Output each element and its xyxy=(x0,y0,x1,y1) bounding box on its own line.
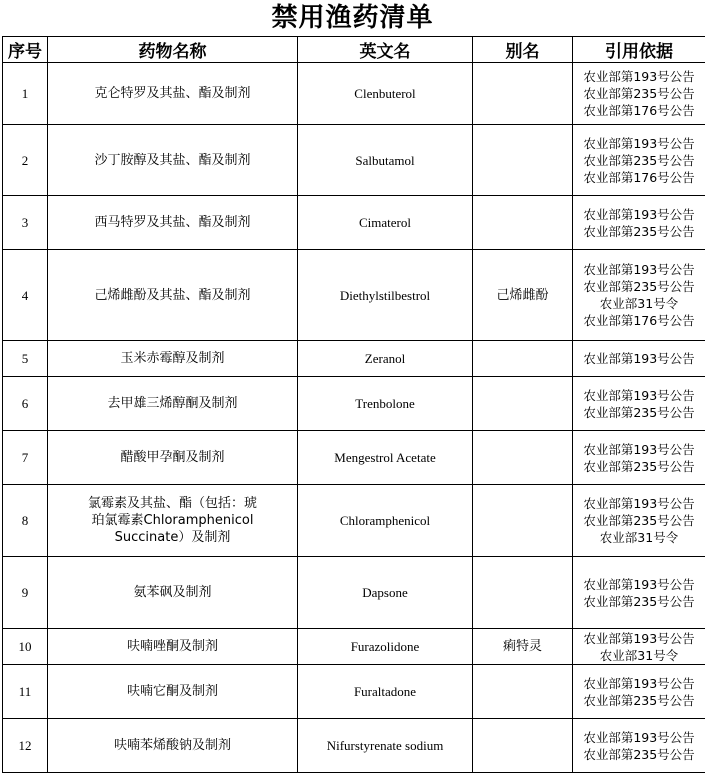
reference-line: 农业部第235号公告 xyxy=(573,223,705,240)
reference xyxy=(573,125,705,196)
reference-line: 农业部第235号公告 xyxy=(573,746,705,763)
table-row xyxy=(3,377,705,431)
reference xyxy=(573,341,705,377)
drug-name: 玉米赤霉醇及制剂 xyxy=(48,341,298,377)
drug-name: 去甲雄三烯醇酮及制剂 xyxy=(48,377,298,431)
reference-line: 农业部第176号公告 xyxy=(573,312,705,329)
alias xyxy=(473,63,573,125)
reference xyxy=(573,377,705,431)
drug-name: 西马特罗及其盐、酯及制剂 xyxy=(48,196,298,250)
row-index: 5 xyxy=(3,341,48,377)
drug-name xyxy=(48,485,298,557)
alias: 痢特灵 xyxy=(473,629,573,665)
reference-line: 农业部第193号公告 xyxy=(573,206,705,223)
drug-name: 呋喃苯烯酸钠及制剂 xyxy=(48,719,298,773)
english-name: Furaltadone xyxy=(298,665,473,719)
drug-name-line: 氯霉素及其盐、酯（包括：琥 xyxy=(48,495,297,512)
table-row xyxy=(3,341,705,377)
alias xyxy=(473,719,573,773)
reference xyxy=(573,196,705,250)
reference-line: 农业部31号令 xyxy=(573,647,705,664)
reference-line: 农业部第193号公告 xyxy=(573,387,705,404)
row-index: 6 xyxy=(3,377,48,431)
alias xyxy=(473,431,573,485)
reference-line: 农业部第193号公告 xyxy=(573,495,705,512)
english-name: Zeranol xyxy=(298,341,473,377)
reference xyxy=(573,557,705,629)
reference-line: 农业部第193号公告 xyxy=(573,729,705,746)
table-row xyxy=(3,485,705,557)
reference-line: 农业部第193号公告 xyxy=(573,261,705,278)
row-index: 8 xyxy=(3,485,48,557)
drug-name: 呋喃它酮及制剂 xyxy=(48,665,298,719)
reference xyxy=(573,719,705,773)
english-name: Clenbuterol xyxy=(298,63,473,125)
alias xyxy=(473,485,573,557)
alias xyxy=(473,125,573,196)
drug-name: 己烯雌酚及其盐、酯及制剂 xyxy=(48,250,298,341)
reference-line: 农业部第176号公告 xyxy=(573,102,705,119)
table-row xyxy=(3,250,705,341)
row-index: 10 xyxy=(3,629,48,665)
reference-line: 农业部第193号公告 xyxy=(573,630,705,647)
drug-name: 克仑特罗及其盐、酯及制剂 xyxy=(48,63,298,125)
reference xyxy=(573,629,705,665)
reference-line: 农业部31号令 xyxy=(573,529,705,546)
alias xyxy=(473,377,573,431)
reference-line: 农业部第193号公告 xyxy=(573,350,705,367)
table-row xyxy=(3,629,705,665)
reference-line: 农业部第176号公告 xyxy=(573,169,705,186)
drug-name: 呋喃唑酮及制剂 xyxy=(48,629,298,665)
english-name: Dapsone xyxy=(298,557,473,629)
table-row xyxy=(3,125,705,196)
reference-line: 农业部第235号公告 xyxy=(573,458,705,475)
reference xyxy=(573,431,705,485)
drug-name: 沙丁胺醇及其盐、酯及制剂 xyxy=(48,125,298,196)
reference-line: 农业部第193号公告 xyxy=(573,135,705,152)
reference xyxy=(573,665,705,719)
row-index: 3 xyxy=(3,196,48,250)
drug-name-line: 珀氯霉素Chloramphenicol xyxy=(48,512,297,529)
banned-drugs-table xyxy=(2,36,705,773)
reference xyxy=(573,63,705,125)
table-row xyxy=(3,63,705,125)
row-index: 1 xyxy=(3,63,48,125)
reference-line: 农业部第193号公告 xyxy=(573,68,705,85)
row-index: 2 xyxy=(3,125,48,196)
reference-line: 农业部第235号公告 xyxy=(573,692,705,709)
row-index: 11 xyxy=(3,665,48,719)
header-reference: 引用依据 xyxy=(573,37,705,63)
table-header-row xyxy=(3,37,705,63)
english-name: Salbutamol xyxy=(298,125,473,196)
reference-line: 农业部第235号公告 xyxy=(573,404,705,421)
reference xyxy=(573,485,705,557)
english-name: Trenbolone xyxy=(298,377,473,431)
drug-name: 醋酸甲孕酮及制剂 xyxy=(48,431,298,485)
reference-line: 农业部第235号公告 xyxy=(573,152,705,169)
table-row xyxy=(3,665,705,719)
english-name: Mengestrol Acetate xyxy=(298,431,473,485)
row-index: 9 xyxy=(3,557,48,629)
english-name: Chloramphenicol xyxy=(298,485,473,557)
alias xyxy=(473,665,573,719)
table-row xyxy=(3,196,705,250)
english-name: Furazolidone xyxy=(298,629,473,665)
reference-line: 农业部第235号公告 xyxy=(573,278,705,295)
drug-name-line: Succinate）及制剂 xyxy=(48,529,297,546)
drug-name: 氨苯砜及制剂 xyxy=(48,557,298,629)
header-english-name: 英文名 xyxy=(298,37,473,63)
reference-line: 农业部第235号公告 xyxy=(573,85,705,102)
alias xyxy=(473,341,573,377)
reference-line: 农业部第235号公告 xyxy=(573,593,705,610)
reference-line: 农业部31号令 xyxy=(573,295,705,312)
reference-line: 农业部第193号公告 xyxy=(573,576,705,593)
english-name: Nifurstyrenate sodium xyxy=(298,719,473,773)
alias xyxy=(473,196,573,250)
header-drug-name: 药物名称 xyxy=(48,37,298,63)
table-row xyxy=(3,719,705,773)
header-index: 序号 xyxy=(3,37,48,63)
alias: 己烯雌酚 xyxy=(473,250,573,341)
table-row xyxy=(3,557,705,629)
header-alias: 别名 xyxy=(473,37,573,63)
english-name: Diethylstilbestrol xyxy=(298,250,473,341)
row-index: 12 xyxy=(3,719,48,773)
reference-line: 农业部第193号公告 xyxy=(573,441,705,458)
row-index: 7 xyxy=(3,431,48,485)
reference xyxy=(573,250,705,341)
alias xyxy=(473,557,573,629)
english-name: Cimaterol xyxy=(298,196,473,250)
table-row xyxy=(3,431,705,485)
reference-line: 农业部第193号公告 xyxy=(573,675,705,692)
reference-line: 农业部第235号公告 xyxy=(573,512,705,529)
row-index: 4 xyxy=(3,250,48,341)
page-title: 禁用渔药清单 xyxy=(0,0,705,36)
